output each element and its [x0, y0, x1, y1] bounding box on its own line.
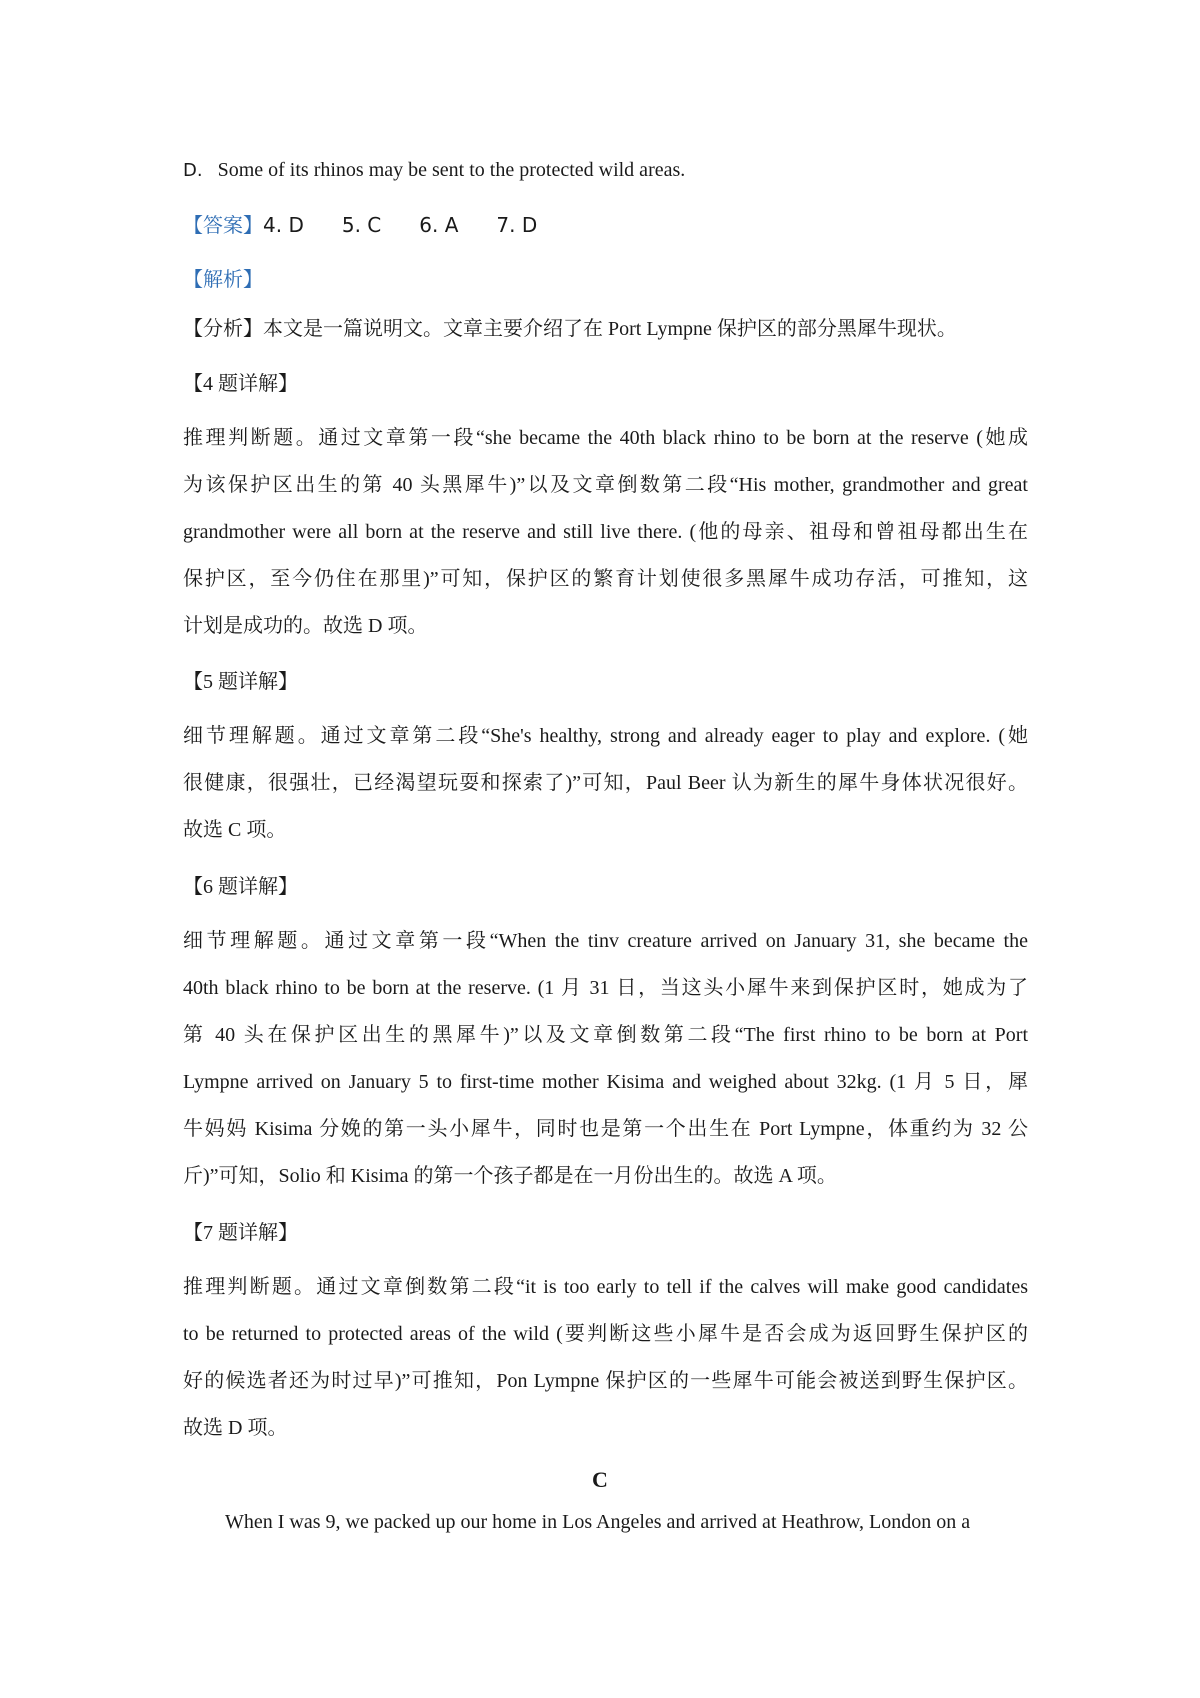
q6-line: Lympne arrived on January 5 to first-time mother Kisima and weighed about 32kg. (1 月 5 日，犀 [183, 1071, 1028, 1093]
q5-line: 很健康，很强壮，已经渴望玩耍和探索了)”可知，Paul Beer 认为新生的犀牛身体状况很好。 [183, 772, 1028, 794]
q7-title: 【7 题详解】 [183, 1222, 298, 1244]
q4-line: 保护区，至今仍住在那里)”可知，保护区的繁育计划使很多黑犀牛成功存活，可推知，这 [183, 568, 1028, 590]
q5-line: 细节理解题。通过文章第二段“She's healthy, strong and already eager to play and explore. (她 [183, 725, 1028, 747]
q4-line: 计划是成功的。故选 D 项。 [183, 615, 428, 637]
answer-item-5: 5. C [341, 213, 382, 237]
q6-line: 细节理解题。通过文章第一段“When the tinv creature arrived on January 31, she became the [183, 930, 1028, 952]
q4-line: 推理判断题。通过文章第一段“she became the 40th black rhino to be born at the reserve (她成 [183, 427, 1028, 449]
option-d [183, 157, 1028, 184]
q4-line: grandmother were all born at the reserve and still live there. (他的母亲、祖母和曾祖母都出生在 [183, 521, 1028, 543]
answer-line [183, 212, 1028, 239]
answer-label: 【答案】 [183, 215, 263, 237]
section-c-heading: C [592, 1467, 608, 1492]
section-c-first-line: When I was 9, we packed up our home in Los Angeles and arrived at Heathrow, London on a [225, 1511, 971, 1533]
q6-line: 牛妈妈 Kisima 分娩的第一头小犀牛，同时也是第一个出生在 Port Lympne，体重约为 32 公 [183, 1118, 1028, 1140]
q7-line: to be returned to protected areas of the wild (要判断这些小犀牛是否会成为返回野生保护区的 [183, 1323, 1028, 1345]
q6-line: 第 40 头在保护区出生的黑犀牛)”以及文章倒数第二段“The first rhino to be born at Port [183, 1024, 1028, 1046]
answer-item-6: 6. A [419, 213, 459, 237]
fenxi-paragraph: 【分析】本文是一篇说明文。文章主要介绍了在 Port Lympne 保护区的部分黑犀牛现状。 [183, 318, 957, 340]
q6-title: 【6 题详解】 [183, 876, 298, 898]
analysis-label: 【解析】 [183, 269, 263, 291]
answer-item-4: 4. D [263, 213, 304, 237]
answer-item-7: 7. D [496, 213, 538, 237]
option-d-letter: D. [183, 160, 203, 181]
q6-line: 40th black rhino to be born at the reserve. (1 月 31 日，当这头小犀牛来到保护区时，她成为了 [183, 977, 1028, 999]
q7-line: 好的候选者还为时过早)”可推知，Pon Lympne 保护区的一些犀牛可能会被送到野生保护区。 [183, 1370, 1028, 1392]
q4-title: 【4 题详解】 [183, 373, 298, 395]
q7-line: 推理判断题。通过文章倒数第二段“it is too early to tell if the calves will make good candidates [183, 1276, 1028, 1298]
q5-line: 故选 C 项。 [183, 819, 287, 841]
q5-title: 【5 题详解】 [183, 671, 298, 693]
q4-line: 为该保护区出生的第 40 头黑犀牛)”以及文章倒数第二段“His mother, grandmother and great [183, 474, 1028, 496]
q6-line: 斤)”可知，Solio 和 Kisima 的第一个孩子都是在一月份出生的。故选 A 项。 [183, 1165, 837, 1187]
option-d-text: Some of its rhinos may be sent to the protected wild areas. [217, 159, 686, 181]
q7-line: 故选 D 项。 [183, 1417, 288, 1439]
